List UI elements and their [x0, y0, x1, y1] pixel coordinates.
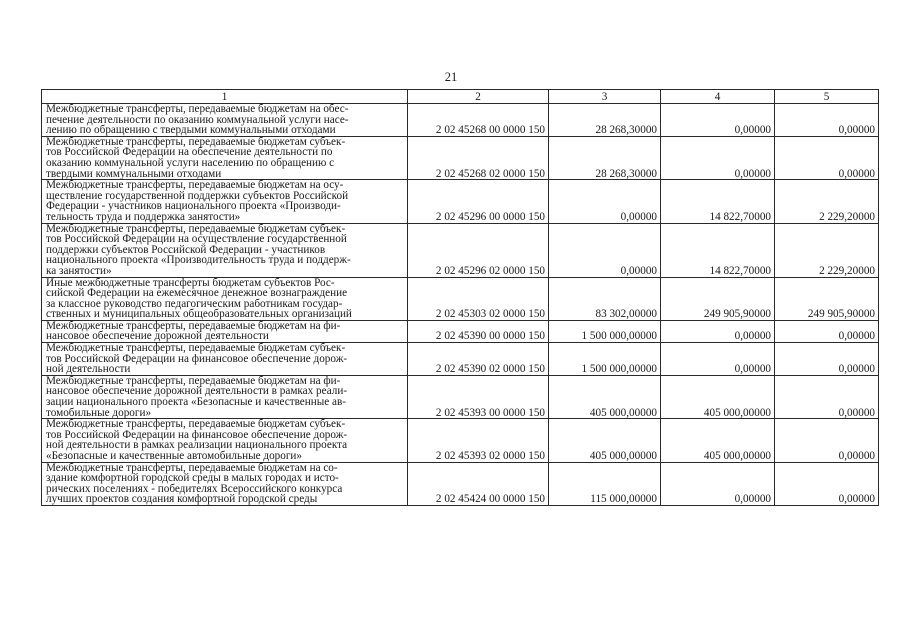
row-name-cell: Межбюджетные трансферты, передаваемые бюджетам субъек- тов Российской Федерации на обеспечение деятельности по оказанию коммунальной услуги населению по обращению с твердыми коммунальными отходами [42, 136, 408, 179]
row-value-col-4: 249 905,90000 [661, 277, 775, 320]
row-value-col-4: 0,00000 [661, 320, 775, 342]
row-name-cell: Иные межбюджетные трансферты бюджетам субъектов Рос- сийской Федерации на ежемесячное денежное вознаграждение за классное руководство педагогическим работникам государ- ственных и муниципальных общеобразовательных организаций [42, 277, 408, 320]
row-name-cell: Межбюджетные трансферты, передаваемые бюджетам на осу- ществление государственной поддержки субъектов Российской Федерации - участников национального проекта «Производи- тельность труда и поддержка занятости» [42, 180, 408, 223]
row-value-col-3: 0,00000 [549, 223, 661, 277]
table-row [42, 104, 879, 137]
row-code-cell: 2 02 45393 00 0000 150 [408, 375, 549, 418]
header-col-4: 4 [661, 90, 775, 104]
row-value-col-5: 0,00000 [775, 419, 879, 462]
row-code-cell: 2 02 45390 00 0000 150 [408, 320, 549, 342]
row-value-col-3: 83 302,00000 [549, 277, 661, 320]
row-value-col-4: 0,00000 [661, 104, 775, 137]
row-value-col-3: 28 268,30000 [549, 136, 661, 179]
table-row [42, 277, 879, 320]
budget-table [41, 89, 879, 506]
row-value-col-5: 0,00000 [775, 320, 879, 342]
row-value-col-4: 14 822,70000 [661, 223, 775, 277]
row-code-cell: 2 02 45393 02 0000 150 [408, 419, 549, 462]
row-code-cell: 2 02 45303 02 0000 150 [408, 277, 549, 320]
row-name-cell: Межбюджетные трансферты, передаваемые бюджетам на фи- нансовое обеспечение дорожной деятельности в рамках реали- зации национального проекта «Безопасные и качественные ав- томобильные дороги» [42, 375, 408, 418]
row-code-cell: 2 02 45268 02 0000 150 [408, 136, 549, 179]
row-value-col-4: 0,00000 [661, 462, 775, 505]
header-col-1: 1 [42, 90, 408, 104]
row-code-cell: 2 02 45296 00 0000 150 [408, 180, 549, 223]
row-value-col-4: 405 000,00000 [661, 375, 775, 418]
row-code-cell: 2 02 45390 02 0000 150 [408, 343, 549, 376]
row-value-col-5: 249 905,90000 [775, 277, 879, 320]
row-value-col-5: 0,00000 [775, 375, 879, 418]
row-name-cell: Межбюджетные трансферты, передаваемые бюджетам на обес- печение деятельности по оказанию коммунальной услуги насе- лению по обращению с твердыми коммунальными отходами [42, 104, 408, 137]
row-value-col-3: 405 000,00000 [549, 375, 661, 418]
table-row [42, 320, 879, 342]
table-row [42, 375, 879, 418]
row-value-col-5: 0,00000 [775, 462, 879, 505]
row-value-col-3: 1 500 000,00000 [549, 320, 661, 342]
table-body [42, 104, 879, 506]
row-value-col-3: 405 000,00000 [549, 419, 661, 462]
table-row [42, 343, 879, 376]
row-value-col-4: 405 000,00000 [661, 419, 775, 462]
header-col-5: 5 [775, 90, 879, 104]
header-col-2: 2 [408, 90, 549, 104]
row-value-col-3: 1 500 000,00000 [549, 343, 661, 376]
row-value-col-3: 28 268,30000 [549, 104, 661, 137]
header-col-3: 3 [549, 90, 661, 104]
row-value-col-5: 0,00000 [775, 104, 879, 137]
row-value-col-4: 0,00000 [661, 343, 775, 376]
page-number: 21 [444, 70, 458, 84]
table-row [42, 223, 879, 277]
row-value-col-3: 0,00000 [549, 180, 661, 223]
row-code-cell: 2 02 45268 00 0000 150 [408, 104, 549, 137]
row-name-cell: Межбюджетные трансферты, передаваемые бюджетам субъек- тов Российской Федерации на финансовое обеспечение дорож- ной деятельности [42, 343, 408, 376]
table-row [42, 136, 879, 179]
row-value-col-3: 115 000,00000 [549, 462, 661, 505]
row-name-cell: Межбюджетные трансферты, передаваемые бюджетам на фи- нансовое обеспечение дорожной деятельности [42, 320, 408, 342]
row-code-cell: 2 02 45424 00 0000 150 [408, 462, 549, 505]
row-code-cell: 2 02 45296 02 0000 150 [408, 223, 549, 277]
table-row [42, 419, 879, 462]
row-value-col-4: 0,00000 [661, 136, 775, 179]
table-header-row [42, 90, 879, 104]
row-name-cell: Межбюджетные трансферты, передаваемые бюджетам на со- здание комфортной городской среды в малых городах и исто- рических поселениях - победителях Всероссийского конкурса лучших проектов создания комфортной городской среды [42, 462, 408, 505]
row-value-col-5: 0,00000 [775, 343, 879, 376]
row-name-cell: Межбюджетные трансферты, передаваемые бюджетам субъек- тов Российской Федерации на финансовое обеспечение дорож- ной деятельности в рамках реализации национального проекта «Безопасные и качественные автомобильные дороги» [42, 419, 408, 462]
row-value-col-5: 2 229,20000 [775, 180, 879, 223]
table-row [42, 462, 879, 505]
row-value-col-4: 14 822,70000 [661, 180, 775, 223]
table-row [42, 180, 879, 223]
row-name-cell: Межбюджетные трансферты, передаваемые бюджетам субъек- тов Российской Федерации на осуществление государственной поддержки субъектов Российской Федерации - участников национального проекта «Производительность труда и поддерж- ка занятости» [42, 223, 408, 277]
row-value-col-5: 0,00000 [775, 136, 879, 179]
row-value-col-5: 2 229,20000 [775, 223, 879, 277]
